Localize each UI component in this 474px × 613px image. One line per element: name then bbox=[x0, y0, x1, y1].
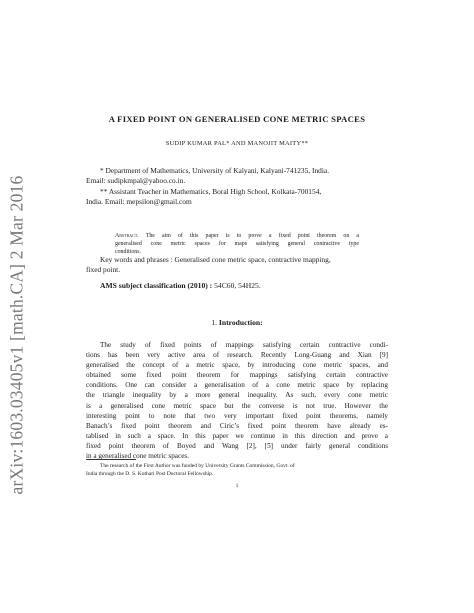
abstract-label: Abstract. bbox=[115, 233, 139, 239]
paragraph-line: the triangle inequality by a more general inequality. As such, every cone metric bbox=[86, 391, 388, 400]
paragraph-line: tablised in such a space. In this paper we continue in this direction and prove a bbox=[86, 431, 388, 440]
affiliation-line: Email: sudipkmpal@yahoo.co.in. bbox=[86, 176, 186, 185]
paragraph-line: is a generalised cone metric space but the converse is not true. However the bbox=[86, 401, 388, 410]
keywords-line: fixed point. bbox=[86, 265, 121, 274]
paragraph-line: fixed point theorem of Boyed and Wang [2], [5] under fairly general conditions bbox=[86, 441, 388, 450]
page-number: 1 bbox=[235, 483, 239, 489]
paragraph-line: generalised the concept of a metric space, by introducing cone metric spaces, and bbox=[86, 361, 388, 370]
footnote-divider bbox=[86, 459, 136, 460]
section-heading bbox=[86, 318, 388, 327]
section-number: 1. bbox=[211, 318, 218, 327]
abstract-line bbox=[115, 232, 359, 240]
ams-label: AMS subject classification (2010) : bbox=[100, 281, 213, 290]
affiliation-line: * Department of Mathematics, University of Kalyani, Kalyani-741235, India. bbox=[100, 166, 330, 175]
introduction-paragraph bbox=[86, 340, 388, 461]
abstract bbox=[115, 232, 359, 257]
affiliation-second-author bbox=[86, 187, 388, 207]
abstract-text: The aim of this paper is to prove a fixed point theorem on a bbox=[145, 233, 359, 239]
paragraph-line: interesting point to note that two very important fixed point theorems, namely bbox=[86, 411, 388, 420]
paragraph-line: The study of fixed points of mappings satisfying certain contractive condi- bbox=[100, 341, 388, 349]
abstract-line: generalised cone metric spaces for maps satisfying general contractive type bbox=[115, 241, 359, 248]
arxiv-identifier-stamp bbox=[2, 100, 32, 570]
footnote-line: The research of the First Author was funded by University Grants Commission, Govt. of bbox=[100, 463, 295, 469]
paragraph-line: tions has been very active area of research. Recently Long-Guang and Xian [9] bbox=[86, 351, 388, 360]
footnote bbox=[86, 462, 388, 478]
ams-value: 54C60, 54H25. bbox=[214, 281, 261, 290]
paragraph-line: Banach’s fixed point theorem and Ciric’s fixed point theorem have already es- bbox=[86, 421, 388, 430]
arxiv-identifier-text: arXiv:1603.03405v1 [math.CA] 2 Mar 2016 bbox=[6, 175, 27, 495]
keywords-line: Key words and phrases : Generalised cone metric space, contractive mapping, bbox=[100, 255, 331, 264]
affiliation-line: India. Email: mepsilon@gmail.com bbox=[86, 197, 192, 206]
paper-authors: SUDIP KUMAR PAL* AND MANOJIT MAITY** bbox=[165, 140, 309, 147]
affiliation-line: ** Assistant Teacher in Mathematics, Boral High School, Kolkata-700154, bbox=[100, 187, 322, 196]
paragraph-line: in a generalised cone metric spaces. bbox=[86, 452, 189, 461]
paragraph-line: conditions. One can consider a generalisation of a cone metric space by replacing bbox=[86, 381, 388, 390]
keywords bbox=[86, 255, 388, 275]
ams-classification bbox=[100, 281, 261, 290]
section-title: Introduction: bbox=[218, 318, 263, 327]
abstract-line: conditions. bbox=[115, 249, 142, 256]
paragraph-line: obtained some fixed point theorem for mappings satisfying certain contractive bbox=[86, 371, 388, 380]
paper-title: A FIXED POINT ON GENERALISED CONE METRIC SPACES bbox=[108, 114, 366, 124]
footnote-line: India through the D. S. Kothari Post Doctoral Fellowship. bbox=[86, 471, 214, 477]
affiliation-first-author bbox=[86, 166, 388, 186]
